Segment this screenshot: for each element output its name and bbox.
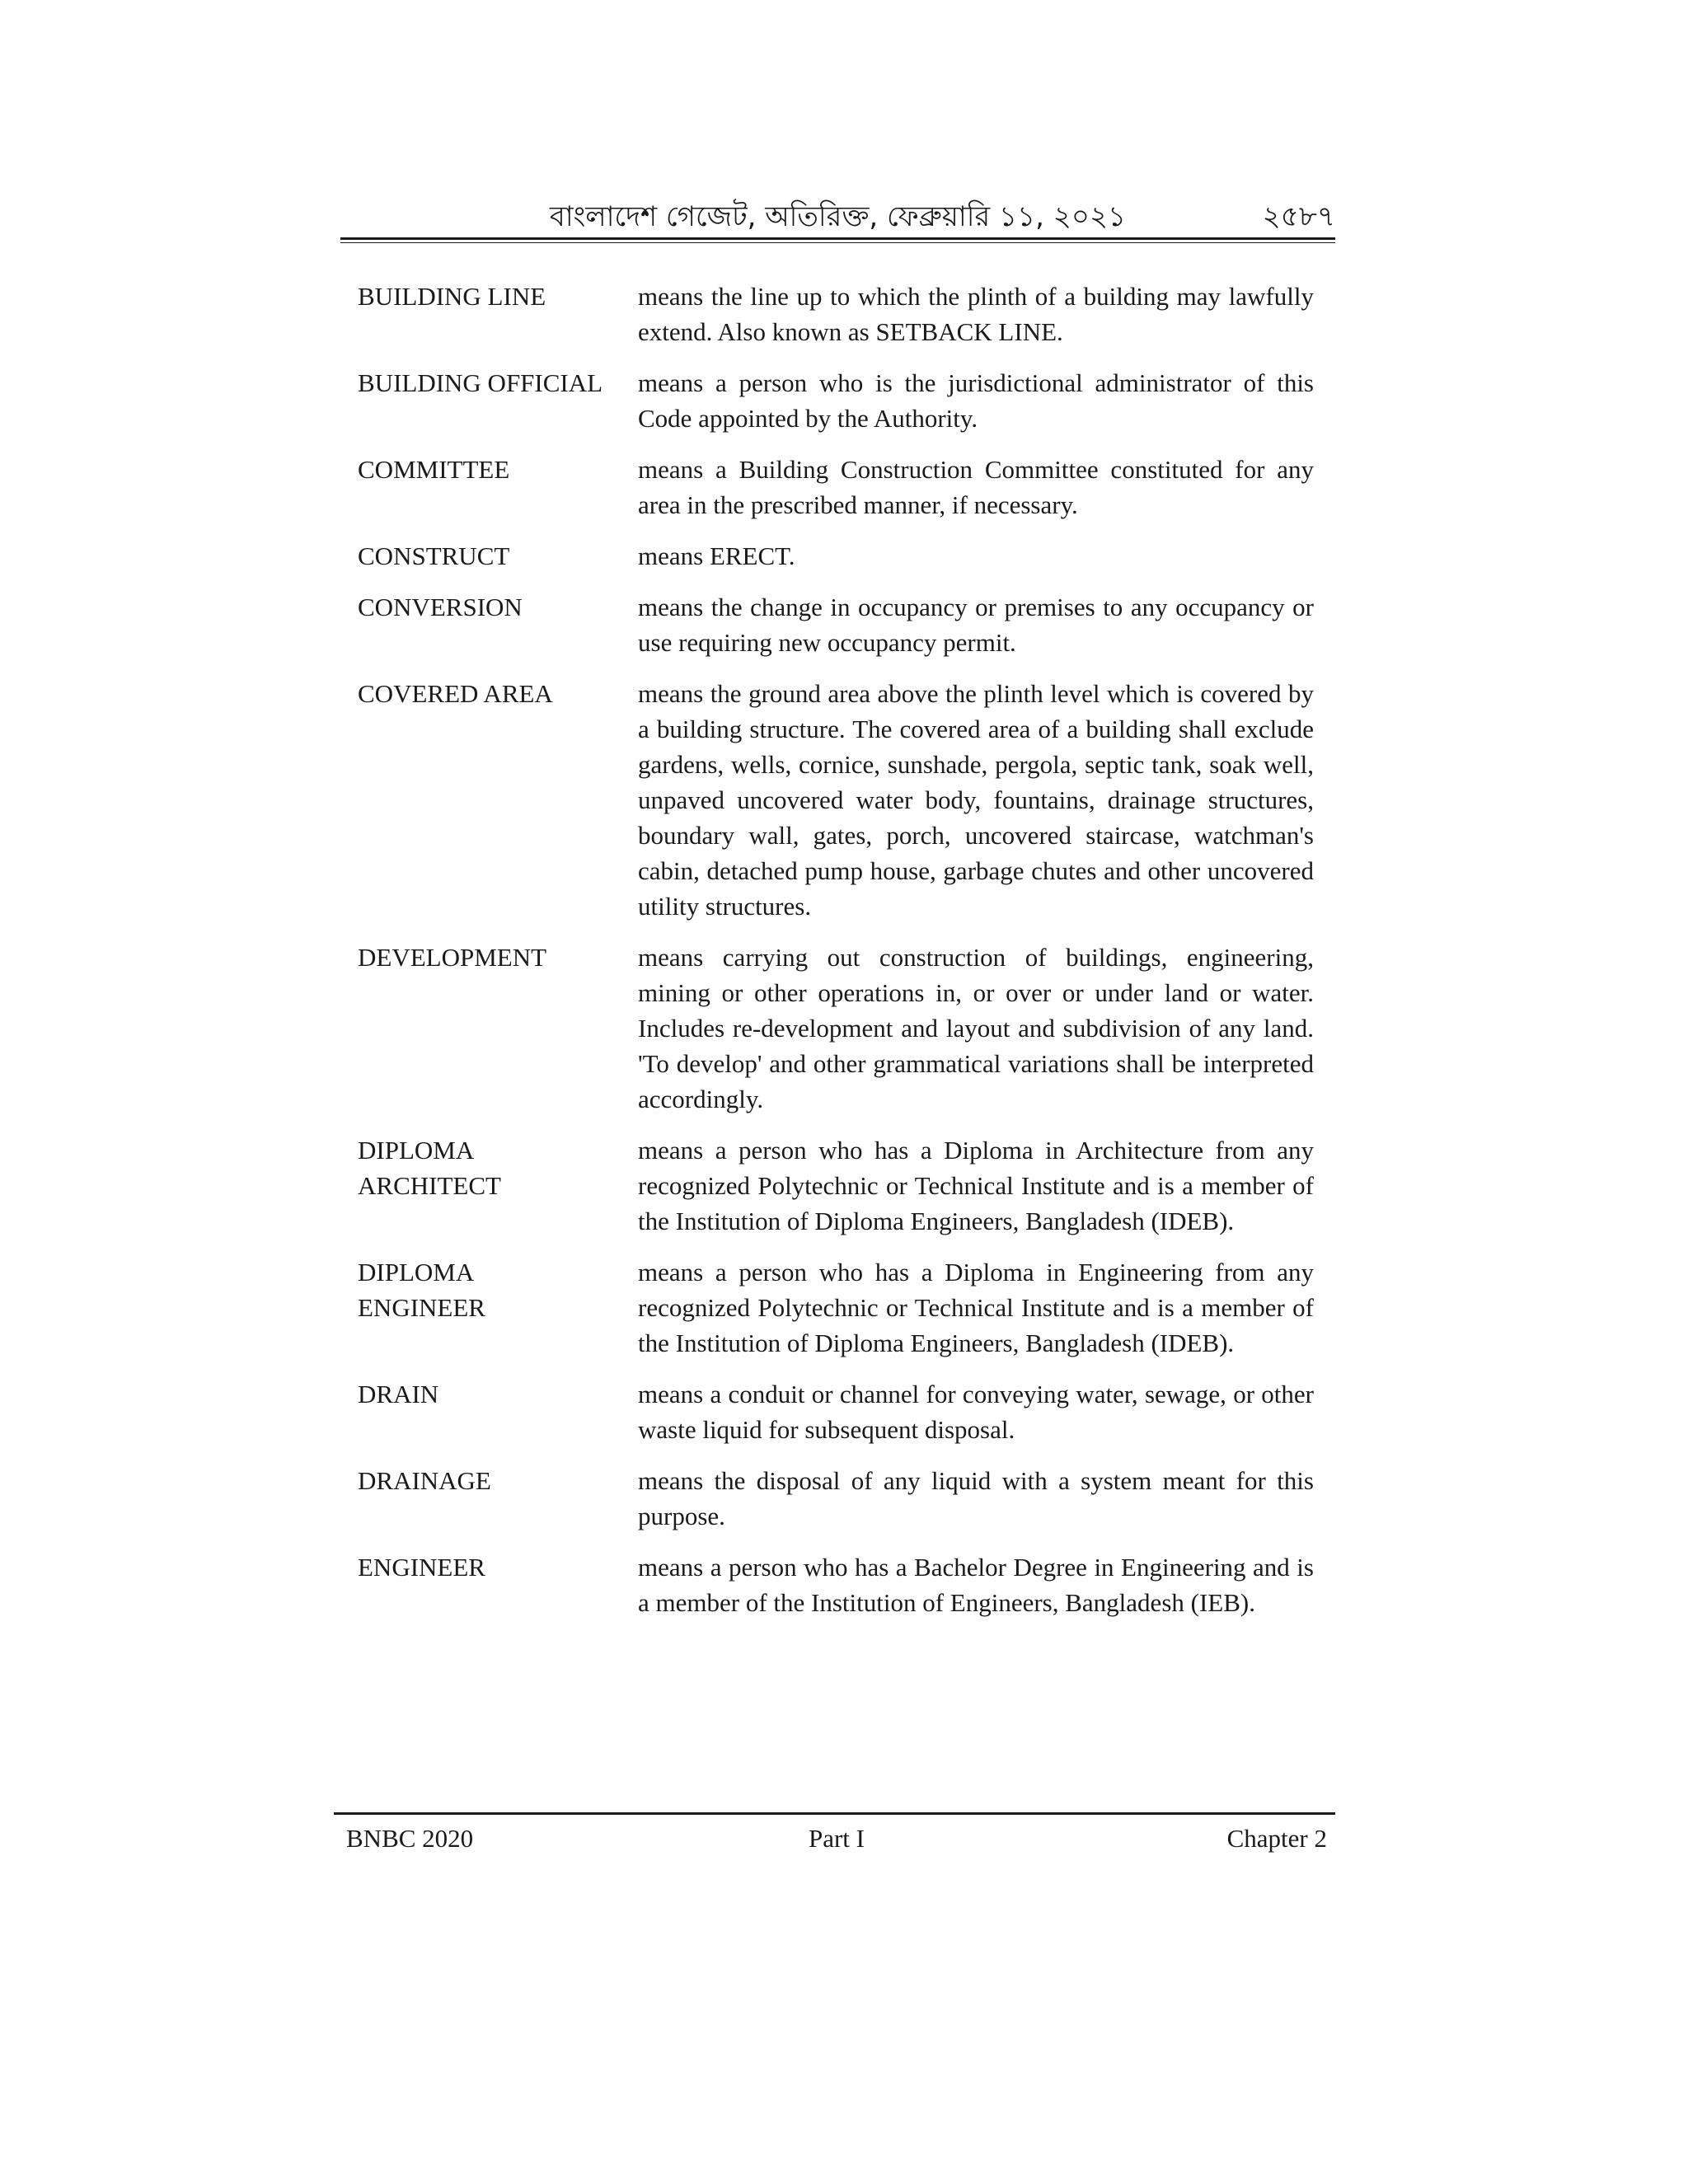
definition-term: DRAINAGE [358, 1466, 491, 1495]
definition-text: means the line up to which the plinth of a building may lawfully extend. Also known as SETBACK LINE. [638, 282, 1314, 346]
definition-text: means a person who is the jurisdictional administrator of this Code appointed by the Authority. [638, 368, 1314, 433]
definition-entry [358, 1132, 1314, 1239]
definition-entry [358, 279, 1314, 349]
definition-term: DIPLOMA ENGINEER [358, 1258, 485, 1322]
definition-text: means a conduit or channel for conveying water, sewage, or other waste liquid for subsequent disposal. [638, 1380, 1314, 1444]
definitions-list [358, 279, 1314, 1636]
definition-entry [358, 1549, 1314, 1620]
definition-term: COVERED AREA [358, 679, 553, 708]
definition-entry [358, 1376, 1314, 1447]
footer-part: Part I [808, 1824, 865, 1853]
footer-code-name: BNBC 2020 [346, 1824, 474, 1853]
definition-entry [358, 676, 1314, 924]
definition-entry [358, 365, 1314, 436]
page-number: ২৫৮৭ [1262, 200, 1335, 233]
definition-entry [358, 538, 1314, 574]
definition-entry [358, 940, 1314, 1117]
page-header [340, 196, 1335, 237]
definition-entry [358, 589, 1314, 660]
gazette-title: বাংলাদেশ গেজেট, অতিরিক্ত, ফেব্রুয়ারি ১১, ২০২১ [549, 200, 1127, 233]
definition-term: BUILDING LINE [358, 282, 546, 311]
footer-chapter: Chapter 2 [1226, 1824, 1327, 1853]
definition-entry [358, 1463, 1314, 1534]
definition-text: means a person who has a Bachelor Degree in Engineering and is a member of the Institution of Engineers, Bangladesh (IEB). [638, 1553, 1314, 1617]
definition-text: means a person who has a Diploma in Engineering from any recognized Polytechnic or Technical Institute and is a member of the Institution of Diploma Engineers, Bangladesh (IDEB). [638, 1258, 1314, 1357]
definition-text: means the ground area above the plinth level which is covered by a building structure. The covered area of a building shall exclude gardens, wells, cornice, sunshade, pergola, septic tank, soak well, unpaved uncovered water body, fountains, drainage structures, boundary wall, gates, porch, uncovered staircase, watchman's cabin, detached pump house, garbage chutes and other uncovered utility structures. [638, 679, 1314, 921]
definition-text: means a person who has a Diploma in Architecture from any recognized Polytechnic or Technical Institute and is a member of the Institution of Diploma Engineers, Bangladesh (IDEB). [638, 1136, 1314, 1235]
definition-term: CONSTRUCT [358, 541, 510, 570]
definition-term: COMMITTEE [358, 455, 510, 484]
definition-entry [358, 1254, 1314, 1361]
definition-term: BUILDING OFFICIAL [358, 368, 603, 397]
definition-text: means carrying out construction of buildings, engineering, mining or other operations in, or over or under land or water. Includes re-development and layout and subdivision of any land. 'To develop' and other grammatical variations shall be interpreted accordingly. [638, 943, 1314, 1113]
definition-entry [358, 452, 1314, 523]
footer-rule [334, 1812, 1335, 1815]
definition-term: DEVELOPMENT [358, 943, 547, 972]
page-footer [346, 1820, 1327, 1858]
definition-text: means the change in occupancy or premises to any occupancy or use requiring new occupancy permit. [638, 593, 1314, 657]
header-rule [340, 237, 1335, 243]
definition-text: means ERECT. [638, 541, 795, 570]
definition-term: ENGINEER [358, 1553, 485, 1582]
definition-text: means a Building Construction Committee constituted for any area in the prescribed manner, if necessary. [638, 455, 1314, 519]
definition-term: CONVERSION [358, 593, 523, 621]
definition-text: means the disposal of any liquid with a system meant for this purpose. [638, 1466, 1314, 1530]
definition-term: DRAIN [358, 1380, 439, 1408]
definition-term: DIPLOMA ARCHITECT [358, 1136, 501, 1200]
